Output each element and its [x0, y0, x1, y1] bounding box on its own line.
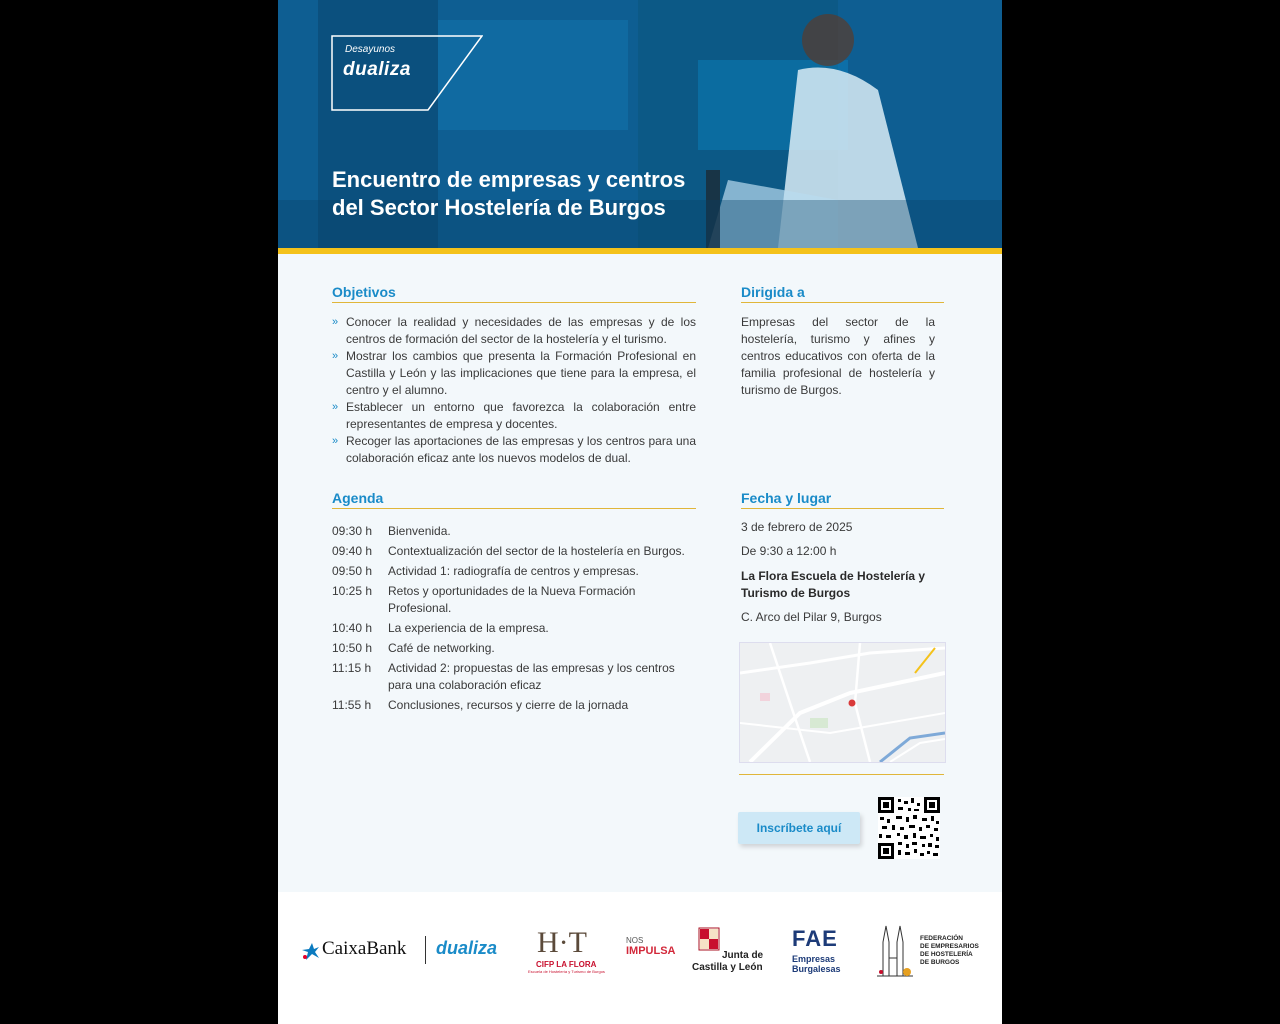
caixabank-logo: CaixaBank [322, 938, 407, 959]
fed-line-2: DE EMPRESARIOS [920, 943, 979, 950]
agenda-row [332, 583, 696, 617]
fecha-heading: Fecha y lugar [741, 490, 944, 509]
chevron-icon: » [332, 316, 339, 328]
dirigida-text: Empresas del sector de la hostelería, turismo y afines y centros educativos con oferta de la familia profesional de hostelería y turismo de Burgos. [741, 315, 935, 397]
cathedral-icon [875, 922, 915, 978]
dualiza-logo [331, 35, 483, 111]
agenda-heading: Agenda [332, 490, 696, 509]
junta-text-2: Castilla y León [692, 962, 763, 973]
list-item [332, 314, 696, 348]
objetivo-text: Establecer un entorno que favorezca la colaboración entre representantes de empresa y docentes. [346, 400, 696, 431]
agenda-desc: Bienvenida. [388, 524, 451, 538]
junta-shield-icon [698, 926, 720, 952]
ht-logo: H·T [537, 926, 587, 959]
hero-accent-bar [278, 248, 1002, 254]
fed-line-4: DE BURGOS [920, 959, 960, 966]
dirigida-heading: Dirigida a [741, 284, 944, 303]
agenda-time: 10:25 h [332, 584, 373, 598]
agenda-desc: Conclusiones, recursos y cierre de la jornada [388, 698, 629, 712]
objetivos-list [332, 314, 696, 467]
location-map[interactable] [739, 642, 946, 763]
hero-banner [278, 0, 1002, 248]
agenda-desc: Contextualización del sector de la hostelería en Burgos. [388, 544, 685, 558]
objetivo-text: Recoger las aportaciones de las empresas y los centros para una colaboración eficaz ante los nuevos modelos de dual. [346, 434, 696, 465]
nos-text: NOS [626, 936, 644, 945]
agenda-row [332, 563, 696, 580]
logo-separator [425, 936, 426, 964]
agenda-desc: Retos y oportunidades de la Nueva Formación Profesional. [388, 584, 636, 615]
agenda-row [332, 543, 696, 560]
list-item [332, 433, 696, 467]
agenda-desc: Actividad 2: propuestas de las empresas y los centros para una colaboración eficaz [388, 661, 675, 692]
agenda-time: 09:40 h [332, 544, 373, 558]
sponsors-footer [278, 892, 1002, 1024]
junta-text-1: Junta de [722, 950, 764, 961]
agenda-time: 10:50 h [332, 641, 373, 655]
agenda-row [332, 523, 696, 540]
fae-logo: FAE [792, 926, 838, 951]
agenda-desc: Actividad 1: radiografía de centros y empresas. [388, 564, 639, 578]
fed-line-3: DE HOSTELERÍA [920, 951, 973, 958]
agenda-row [332, 620, 696, 637]
divider [739, 774, 944, 775]
logo-dualiza-text: dualiza [343, 59, 411, 80]
agenda-desc: Café de networking. [388, 641, 495, 655]
agenda-time: 10:40 h [332, 621, 373, 635]
event-venue: La Flora Escuela de Hostelería y Turismo de Burgos [741, 569, 926, 600]
impulsa-logo: IMPULSA [626, 945, 676, 957]
agenda-time: 09:50 h [332, 564, 373, 578]
fae-subtext-2: Burgalesas [792, 964, 841, 974]
federacion-logo-text [920, 935, 979, 967]
qr-code[interactable] [878, 797, 940, 859]
flyer-page [278, 0, 1002, 1024]
logo-desayunos-text: Desayunos [345, 44, 396, 55]
list-item [332, 399, 696, 433]
title-line-2: del Sector Hostelería de Burgos [332, 195, 666, 220]
agenda-list [332, 523, 696, 717]
agenda-time: 11:15 h [332, 661, 372, 675]
event-address: C. Arco del Pilar 9, Burgos [741, 610, 882, 624]
map-pin-icon [849, 700, 856, 707]
objetivo-text: Mostrar los cambios que presenta la Formación Profesional en Castilla y León y las implicaciones que tiene para la empresa, el centro y el alumno. [346, 349, 696, 397]
objetivos-heading: Objetivos [332, 284, 696, 303]
signup-button[interactable]: Inscríbete aquí [738, 812, 860, 844]
page-title [332, 166, 772, 222]
title-line-1: Encuentro de empresas y centros [332, 167, 686, 192]
event-hours: De 9:30 a 12:00 h [741, 544, 837, 558]
objetivo-text: Conocer la realidad y necesidades de las empresas y de los centros de formación del sector de la hostelería y el turismo. [346, 315, 696, 346]
caixabank-star-icon [300, 941, 320, 961]
agenda-desc: La experiencia de la empresa. [388, 621, 549, 635]
agenda-row [332, 697, 696, 714]
list-item [332, 348, 696, 399]
map-graphic [740, 643, 945, 762]
cifp-logo-text: CIFP LA FLORA [536, 960, 597, 969]
agenda-time: 09:30 h [332, 524, 373, 538]
chevron-icon: » [332, 435, 339, 447]
agenda-row [332, 640, 696, 657]
fed-line-1: FEDERACIÓN [920, 935, 963, 942]
cifp-logo-subtext: Escuela de Hostelería y Turismo de Burgos [528, 969, 605, 974]
chevron-icon: » [332, 401, 339, 413]
fae-subtext-1: Empresas [792, 954, 836, 964]
agenda-time: 11:55 h [332, 698, 372, 712]
dualiza-footer-logo: dualiza [436, 938, 498, 958]
agenda-row [332, 660, 696, 694]
event-date: 3 de febrero de 2025 [741, 520, 853, 534]
chevron-icon: » [332, 350, 339, 362]
